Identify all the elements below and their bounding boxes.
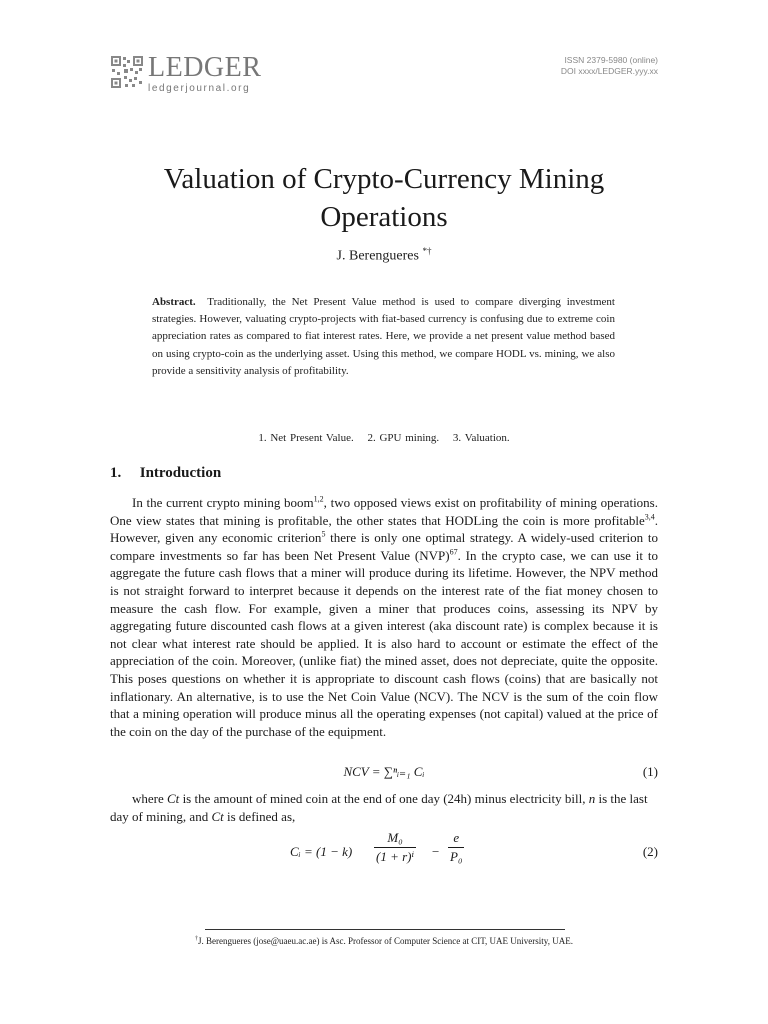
variable-ct: Ct — [211, 808, 224, 824]
footnote-text: J. Berengueres (jose@uaeu.ac.ae) is Asc. Professor of Computer Science at CIT, UAE University, UAE. — [198, 936, 573, 946]
logo-wordmark: LEDGER — [148, 52, 262, 83]
equation-number: (1) — [642, 764, 658, 779]
intro-text: In the current crypto mining boom — [132, 495, 314, 510]
minus-sign: − — [432, 844, 440, 859]
title-line-1: Valuation of Crypto-Currency Mining — [163, 163, 605, 195]
text-fragment: where — [132, 791, 168, 806]
author-marks: *† — [422, 246, 432, 256]
citation-ref: 5 — [321, 529, 326, 539]
fraction-denominator: P₀ — [450, 849, 463, 864]
fraction-denominator: (1 + r)ⁱ — [376, 849, 415, 864]
page-header — [0, 0, 768, 110]
footnote-mark: † — [195, 936, 199, 942]
equation-expression: NCV = ∑ⁿᵢ₌₁ Cᵢ — [343, 764, 425, 779]
equation-2 — [110, 830, 658, 874]
keyword-item: 3. Valuation. — [452, 432, 510, 444]
fraction-numerator: e — [453, 830, 460, 845]
abstract — [152, 294, 615, 380]
logo-url: ledgerjournal.org — [148, 83, 251, 94]
abstract-label: Abstract. — [152, 296, 196, 308]
paper-title — [110, 160, 658, 236]
title-line-2: Operations — [320, 201, 448, 233]
variable-ct: Ct — [167, 791, 180, 806]
intro-text: . In the crypto case, we can use it to aggregate the future cash flows that a miner will produce during its lifetime. However, the NPV method is not straight forward to interpret because it depends on the interest rate of the fiat money chosen to measure the cash flow. For example, given a miner that produces coins, assessing its NPV by aggregating future discounted cash flows at a given interest (aka discount rate) is complex because it is not clear what interest rate should be applied. It is also hard to account or estimate the effect of the appreciation of the coin. Moreover, (unlike fiat) the mined asset, does not depreciate, quite the opposite. This poses questions on whether it is appropriate to discount cash flows (coins) that are basically not inflationary. An alternative, is to use the Net Coin Value (NCV). The NCV is the sum of the coin flow that a mining operation will produce minus all the operating expenses (not capital) valued at the price of the coin on the day of the purchase of the equipment. — [110, 547, 658, 739]
intro-text: there is only one optimal strategy. A widely-used criterion to compare investments so far has been Net Present Value (NVP) — [110, 530, 658, 563]
ledger-logo — [110, 52, 262, 94]
author-line — [110, 246, 658, 265]
qr-code-icon — [110, 55, 144, 89]
intro-text: , two opposed views exist on profitability of mining operations. One view states that mining is profitable, the other states that HODLing the coin is more profitable — [110, 495, 658, 528]
footnote — [110, 936, 658, 946]
equation-number: (2) — [642, 844, 658, 859]
section-number: 1. — [110, 465, 122, 481]
fraction-numerator: M₀ — [387, 830, 403, 845]
journal-identifiers — [561, 55, 658, 77]
intro-paragraph — [110, 494, 658, 740]
text-fragment: is the last day of mining, and — [110, 791, 648, 824]
doi-line: DOI xxxx/LEDGER.yyy.xx — [560, 66, 658, 76]
footnote-divider — [205, 929, 565, 930]
keywords — [110, 432, 658, 444]
intro-text: . However, given any economic criterion — [110, 512, 658, 546]
keyword-item: 1. Net Present Value. — [258, 432, 354, 444]
fraction-1 — [374, 830, 416, 865]
issn-line: ISSN 2379-5980 (online) — [564, 55, 658, 65]
text-fragment: is defined as, — [223, 808, 296, 824]
citation-ref: 3,4 — [644, 512, 655, 522]
section-title: Introduction — [139, 465, 222, 481]
citation-ref: 67 — [449, 547, 458, 557]
abstract-text: Traditionally, the Net Present Value method is used to compare diverging investment strategies. However, valuating crypto-projects with fiat-based currency is confusing due to extreme coin appreciation rates as compared to fiat interest rates. Here, we provide a net present value method based on using crypto-coin as the underlying asset. Using this method, we compare HODL vs. mining, we also provide a sensitivity analysis of profitability. — [152, 296, 615, 377]
author-name: J. Berengueres — [336, 248, 419, 264]
keyword-item: 2. GPU mining. — [367, 432, 440, 444]
fraction-2 — [448, 830, 464, 865]
text-fragment: is the amount of mined coin at the end of one day (24h) minus electricity bill, — [179, 791, 589, 806]
variable-n: n — [588, 791, 596, 806]
equation-explanation — [110, 790, 658, 825]
equation-lhs: Cᵢ = (1 − k) — [290, 844, 353, 859]
section-heading — [110, 465, 221, 482]
citation-ref: 1,2 — [313, 494, 324, 504]
